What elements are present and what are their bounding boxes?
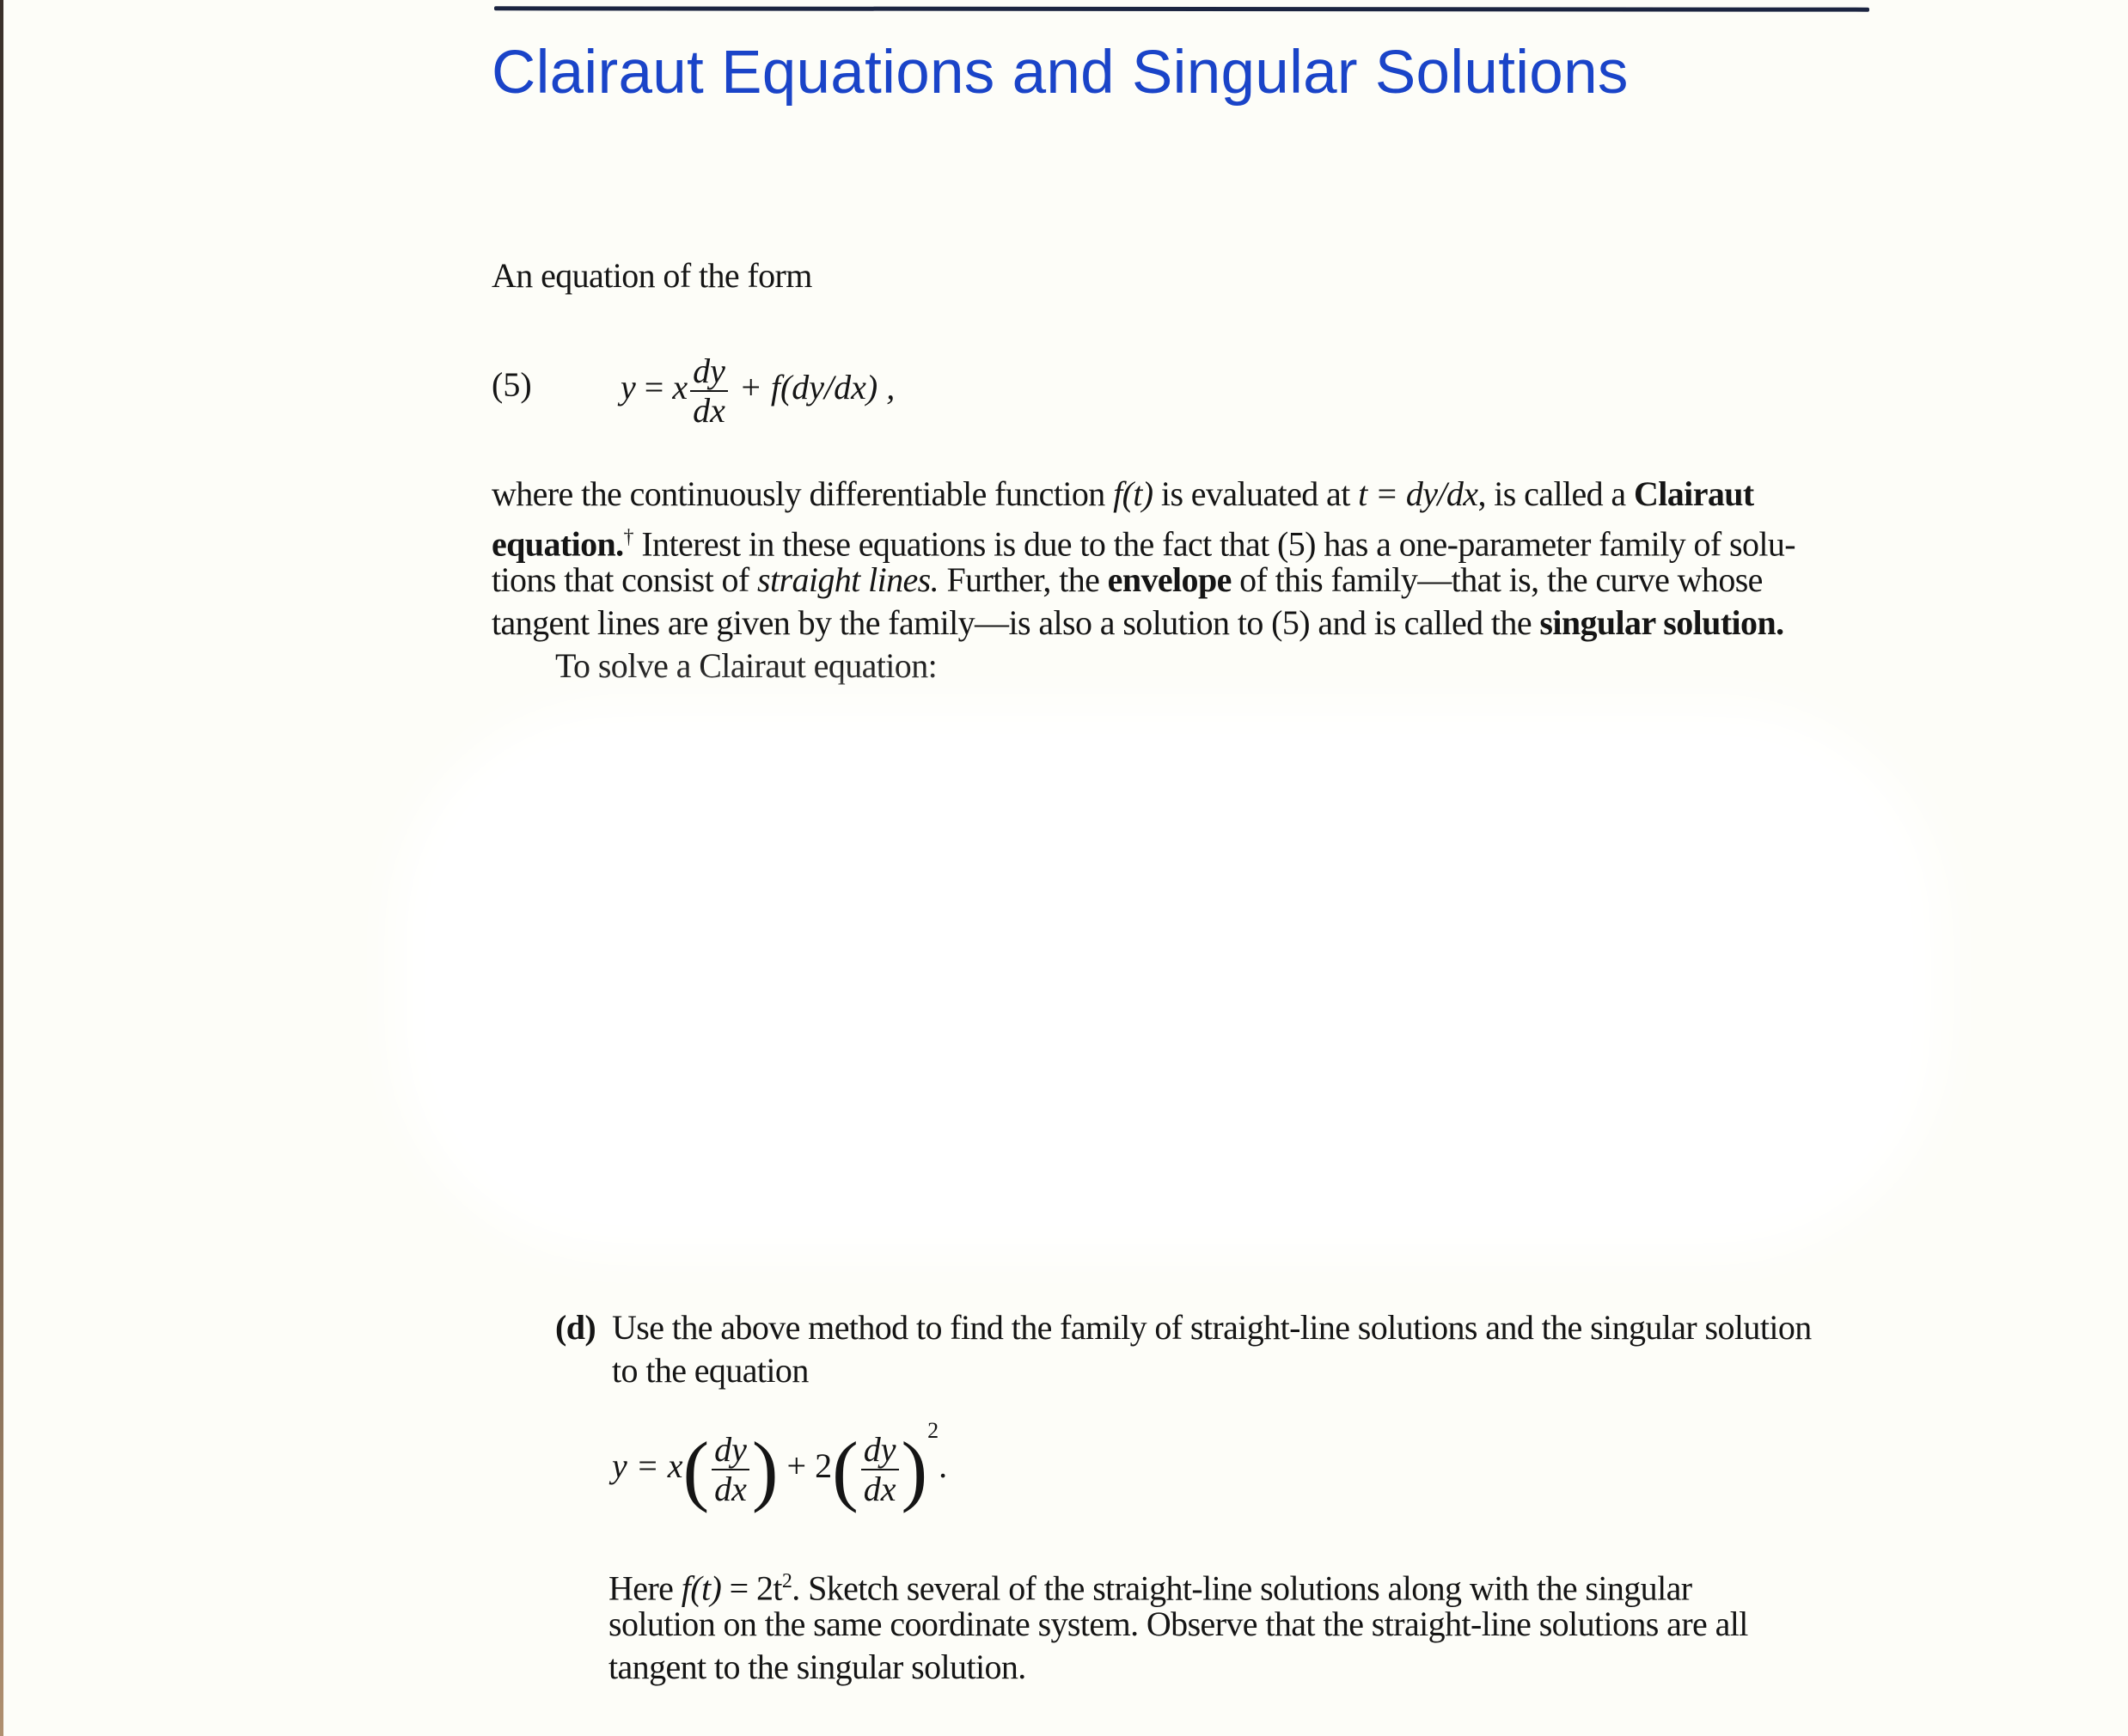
part-d-label: (d) [555,1308,596,1347]
eq5-x: x [672,368,688,407]
paragraph-line-1: where the continuously differentiable function f(t) is evaluated at t = dy/dx, is called a Clairaut [492,474,1754,513]
part-d-line-1: Use the above method to find the family of straight-line solutions and the singular solution [612,1308,1812,1347]
eq5-fraction: $\frac{dy}{dx}$ [690,352,728,430]
paragraph-line-5: To solve a Clairaut equation: [555,646,938,685]
term-envelope: envelope [1107,560,1232,599]
top-rule-divider [494,6,1869,11]
blank-region [395,705,1942,1255]
part-d-here-line: Here $f(t) = 2t^2$. Sketch several of the straight-line solutions along with the singular [608,1568,1692,1608]
footnote-dagger[interactable]: † [623,526,633,548]
equation-5-label: (5) [492,365,532,404]
page-title: Clairaut Equations and Singular Solutions [492,39,1629,107]
eq5-rest: + f(dy/dx) , [738,368,896,407]
part-d-line-c: tangent to the singular solution. [608,1647,1026,1686]
paragraph-line-3: tions that consist of straight lines. Further, the envelope of this family—that is, the curve whose [492,560,1763,599]
paragraph-line-4: tangent lines are given by the family—is also a solution to (5) and is called the singular solution. [492,603,1784,642]
eq5-lhs: y [621,368,636,407]
eq5-equals: = [644,368,664,407]
part-d-line-b: solution on the same coordinate system. Observe that the straight-line solutions are all [608,1605,1748,1643]
part-d-line-2: to the equation [612,1351,809,1390]
term-equation: equation. [492,524,624,564]
paragraph-line-2: equation.† Interest in these equations is due to the fact that (5) has a one-parameter family of solu- [492,524,1796,564]
page-edge-shadow [0,0,3,1736]
term-singular-solution: singular solution. [1539,603,1784,642]
part-d-equation: y = x( $\frac{dy}{dx}$ ) + 2( $\frac{dy}{dx}$ )$^2$. [612,1418,948,1513]
intro-text: An equation of the form [492,256,812,295]
term-clairaut: Clairaut [1633,474,1754,513]
